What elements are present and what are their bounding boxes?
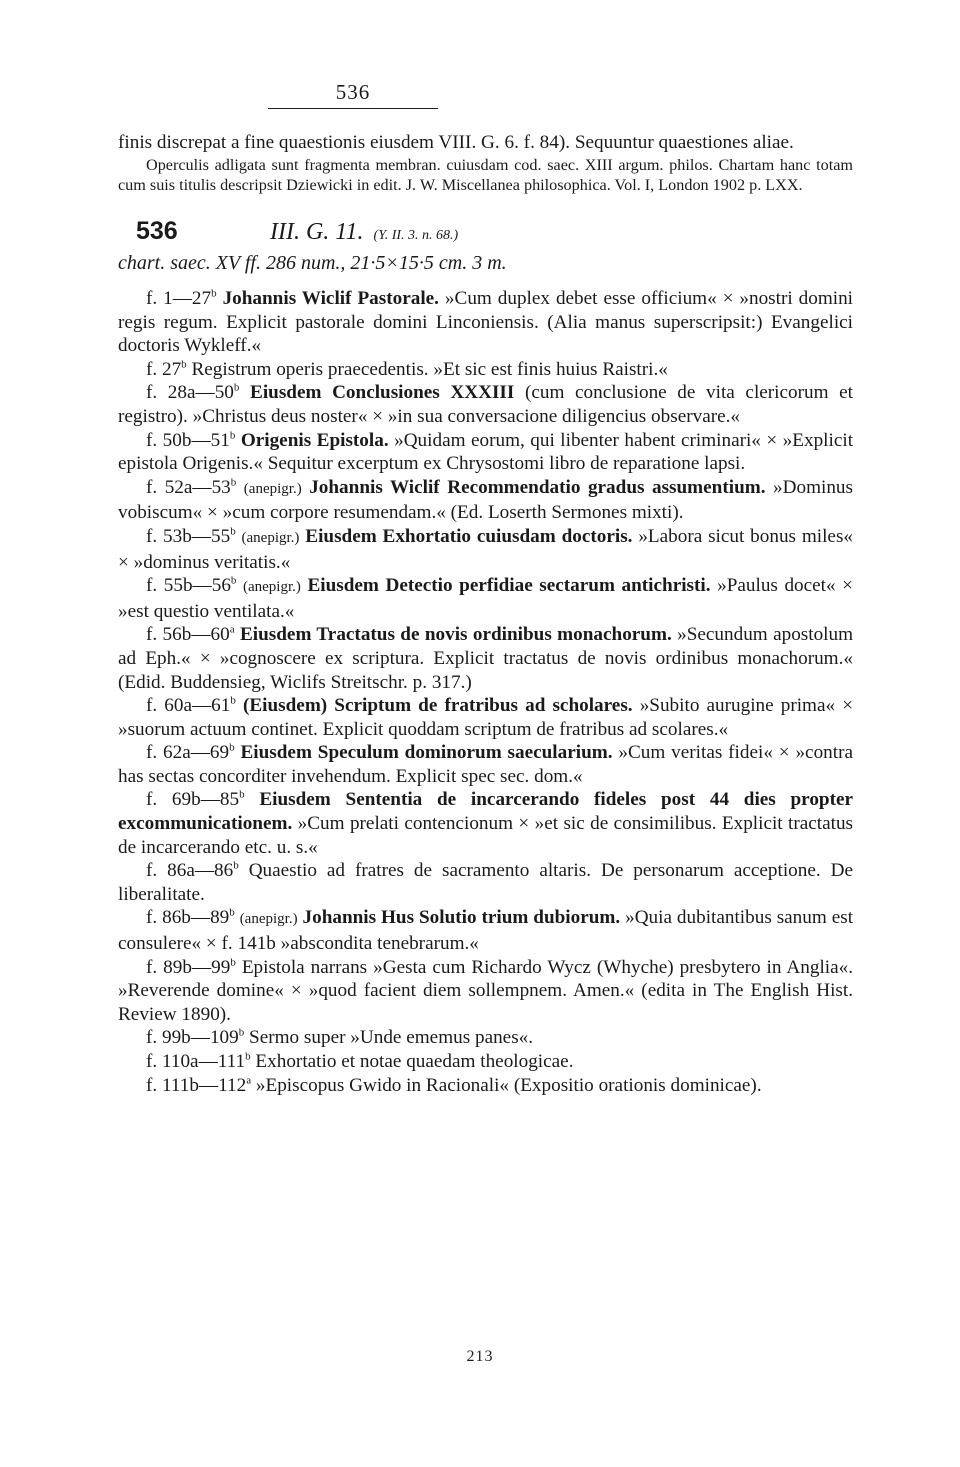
entry-number: 536 [136,217,178,245]
folio-side: b [229,429,236,442]
folio-side: b [229,907,235,920]
list-item [118,358,853,382]
folio-side: b [230,956,236,969]
entry-description: chart. saec. XV ff. 286 num., 21·5×15·5 cm. 3 m. [118,252,507,274]
folio-range: f. 55b—56 [146,575,231,597]
folio-range: f. 56b—60 [146,624,230,646]
anepigraph-note: (anepigr.) [241,529,300,546]
entry-signature: III. G. 11. [270,219,364,245]
item-text: »Cum duplex debet esse officium« × »nostri domini regis regum. Explicit pastorale domini Linconiensis. (Alia manus superscripsit:) Evangelici doctoris Wykleff.« [118,288,854,357]
item-list [118,287,853,1097]
item-text: »Subito aurugine prima« × »suorum actuum continet. Explicit quoddam scriptum de fratribus ad scolares.« [118,695,854,740]
item-title: Eiusdem Tractatus de novis ordinibus monachorum. [239,624,672,646]
anepigraph-note: (anepigr.) [239,911,298,928]
folio-side: b [233,859,239,872]
intro-note: Operculis adligata sunt fragmenta membran. cuiusdam cod. saec. XIII argum. philos. Chartam hanc totam cum suis titulis descripsit Dziewicki in edit. J. W. Miscellanea philosophica. Vol. I, London 1902 p. LXX. [118,155,853,194]
folio-side: b [230,574,237,587]
item-title: (Eiusdem) Scriptum de fratribus ad scholares. [242,695,633,717]
item-text: Exhortatio et notae quaedam theologicae. [255,1051,574,1072]
folio-side: b [230,525,236,538]
item-text: »Dominus vobiscum« × »cum corpore resumendam.« (Ed. Loserth Sermones mixti). [118,476,853,524]
list-item [118,381,853,428]
anepigraph-note: (anepigr.) [243,480,302,497]
list-item [118,1026,853,1050]
folio-range: f. 110a—111 [146,1051,246,1072]
signature-mark: 213 [466,1348,494,1365]
folio-range: f. 53b—55 [146,525,231,547]
folio-side: b [211,287,217,300]
list-item [118,956,853,1027]
folio-range: f. 62a—69 [146,742,230,764]
folio-range: f. 27 [146,358,182,380]
folio-side: a [246,1074,252,1087]
list-item [118,574,853,623]
folio-side: b [239,789,245,802]
item-title: Eiusdem Speculum dominorum saecularium. [240,742,613,764]
page-number: 536 [335,80,371,104]
folio-side: b [230,694,236,707]
entry-old-signature: (Y. II. 3. n. 68.) [373,228,459,243]
list-item [118,623,853,694]
folio-range: f. 111b—112 [146,1074,247,1096]
folio-range: f. 60a—61 [146,695,231,717]
list-item [118,694,853,741]
item-title: Johannis Hus Solutio trium dubiorum. [302,907,621,929]
list-item [118,741,853,788]
item-text: Sermo super »Unde ememus panes«. [249,1027,534,1049]
page [118,80,853,1097]
item-text: »Cum prelati contencionum × »et sic de consimilibus. Explicit tractatus de incarcerando etc. u. s.« [118,813,854,858]
item-text: »Quia dubitantibus sanum est consulere« × f. 141b »abscondita tenebrarum.« [118,907,854,955]
list-item [118,906,853,955]
folio-side: b [181,358,187,371]
item-text: Quaestio ad fratres de sacramento altaris. De personarum acceptione. De liberalitate. [118,860,853,905]
item-title: Eiusdem Sententia de incarcerando fideles post 44 dies propter excommunicationem. [118,789,854,835]
folio-range: f. 86a—86 [146,860,234,882]
folio-range: f. 69b—85 [146,789,240,811]
folio-side: b [238,1027,245,1040]
item-text: Epistola narrans »Gesta cum Richardo Wycz (Whyche) presbytero in Anglia«. »Reverende domine« × »quod facient diem sollempnem. Amen.« (edita in The English Hist. Review 1890). [118,956,854,1025]
folio-range: f. 1—27 [146,288,212,309]
folio-range: f. 99b—109 [146,1027,239,1049]
list-item [118,429,853,476]
folio-range: f. 86b—89 [146,907,230,929]
list-item [118,1050,853,1074]
item-text: »Paulus docet« × »est questio ventilata.« [118,575,853,622]
item-title: Eiusdem Conclusiones XXXIII [250,382,515,404]
intro-paragraph: finis discrepat a fine quaestionis eiusdem VIII. G. 6. f. 84). Sequuntur quaestiones aliae. [118,132,794,153]
folio-side: b [230,476,237,489]
list-item [118,788,853,859]
item-text: Registrum operis praecedentis. »Et sic est finis huius Raistri.« [191,358,668,380]
item-text: »Cum veritas fidei« × »contra has sectas concorditer invehendum. Explicit spec sec. dom.« [118,742,853,787]
item-text: (cum conclusione de vita clericorum et registro). »Christus deus noster« × »in sua conversacione diligencius observare.« [118,382,853,427]
list-item [118,525,853,574]
folio-range: f. 50b—51 [146,429,230,451]
folio-range: f. 28a—50 [146,382,234,404]
folio-side: b [245,1050,251,1063]
list-item [118,287,853,358]
item-title: Origenis Epistola. [240,429,389,451]
folio-range: f. 52a—53 [146,476,231,498]
folio-range: f. 89b—99 [146,956,231,978]
list-item [118,859,853,906]
entry-heading [118,217,853,246]
item-title: Johannis Wiclif Recommendatio gradus assumentium. [309,476,766,498]
header-rule [268,108,438,109]
list-item [118,1074,853,1098]
folio-side: b [229,741,235,754]
item-title: Eiusdem Detectio perfidiae sectarum antichristi. [307,575,711,597]
item-text: »Quidam eorum, qui libenter habent criminari« × »Explicit epistola Origenis.« Sequitur excerptum ex Chrysostomi libro de reparatione lapsi. [118,429,854,475]
folio-side: a [229,623,235,636]
list-item [118,476,853,525]
item-text: »Secundum apostolum ad Eph.« × »cognoscere ex scriptura. Explicit tractatus de novis ordinibus monachorum.« (Edid. Buddensieg, Wiclifs Streitschr. p. 317.) [118,624,854,693]
item-title: Eiusdem Exhortatio cuiusdam doctoris. [305,525,633,547]
item-text: »Episcopus Gwido in Racionali« (Expositio orationis dominicae). [255,1074,762,1096]
item-text: »Labora sicut bonus miles« × »dominus veritatis.« [118,525,854,573]
item-title: Johannis Wiclif Pastorale. [222,288,439,309]
anepigraph-note: (anepigr.) [243,579,301,596]
folio-side: b [233,381,240,394]
